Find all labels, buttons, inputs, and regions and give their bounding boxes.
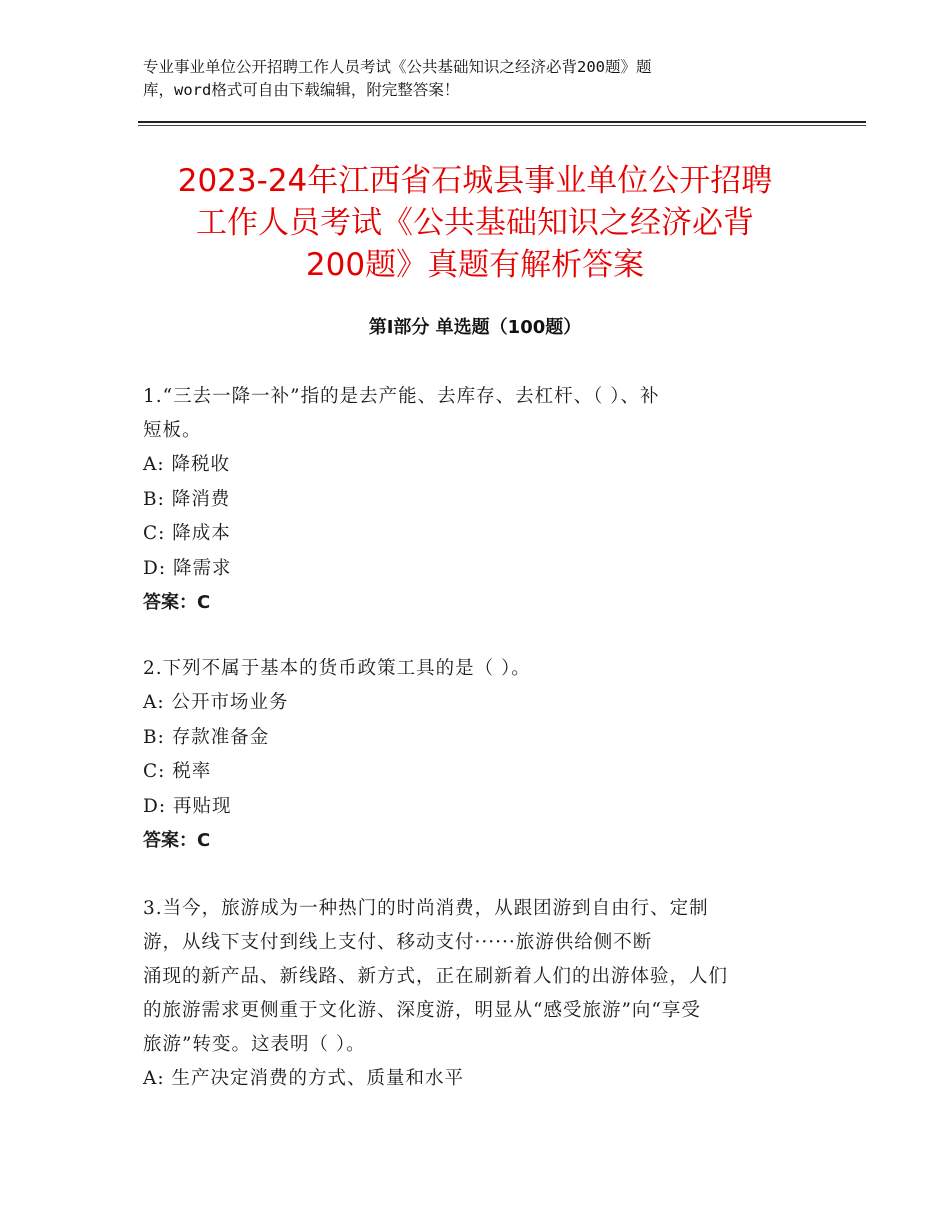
question-2-option-c: C: 税率	[143, 761, 212, 782]
question-1-stem-line-1: 1.“三去一降一补”指的是去产能、去库存、去杠杆、（ ）、补	[143, 386, 660, 407]
question-2	[143, 652, 793, 858]
question-3-option-a: A: 生产决定消费的方式、质量和水平	[143, 1068, 464, 1089]
question-2-option-d: D: 再贴现	[143, 795, 232, 817]
question-3-stem-line-2: 游，从线下支付到线上支付、移动支付······旅游供给侧不断	[143, 932, 653, 953]
question-3-stem-line-4: 的旅游需求更侧重于文化游、深度游，明显从“感受旅游”向“享受	[143, 1000, 701, 1021]
title-line-2: 工作人员考试《公共基础知识之经济必背	[196, 205, 754, 241]
title-line-3: 200题》真题有解析答案	[305, 247, 645, 283]
title-line-1: 2023-24年江西省石城县事业单位公开招聘	[177, 163, 773, 199]
question-1-option-c: C: 降成本	[143, 523, 231, 544]
question-1-option-b: B: 降消费	[143, 488, 231, 510]
header-note-line-2: 库，word格式可自由下载编辑，附完整答案！	[143, 81, 460, 99]
question-1	[143, 380, 793, 620]
section-heading: 第Ⅰ部分 单选题（100题）	[368, 317, 582, 338]
question-3-stem-line-5: 旅游”转变。这表明（ ）。	[143, 1034, 366, 1055]
question-2-option-b: B: 存款准备金	[143, 726, 270, 748]
header-divider	[138, 121, 866, 123]
question-1-option-a: A: 降税收	[143, 454, 230, 475]
question-3-stem-line-1: 3.当今，旅游成为一种热门的时尚消费，从跟团游到自由行、定制	[143, 898, 709, 919]
question-1-answer: 答案：C	[143, 592, 211, 613]
question-1-stem-line-2: 短板。	[143, 420, 202, 441]
question-2-stem-line-1: 2.下列不属于基本的货币政策工具的是（ ）。	[143, 658, 531, 679]
document-title	[100, 160, 850, 286]
question-2-answer: 答案：C	[143, 830, 211, 851]
question-1-option-d: D: 降需求	[143, 557, 232, 579]
header-note-line-1: 专业事业单位公开招聘工作人员考试《公共基础知识之经济必背200题》题	[143, 58, 652, 76]
question-3-stem-line-3: 涌现的新产品、新线路、新方式，正在刷新着人们的出游体验，人们	[143, 966, 729, 987]
header-divider-thin	[138, 125, 866, 126]
header-note	[143, 56, 783, 102]
question-3	[143, 892, 793, 1097]
question-2-option-a: A: 公开市场业务	[143, 692, 289, 713]
